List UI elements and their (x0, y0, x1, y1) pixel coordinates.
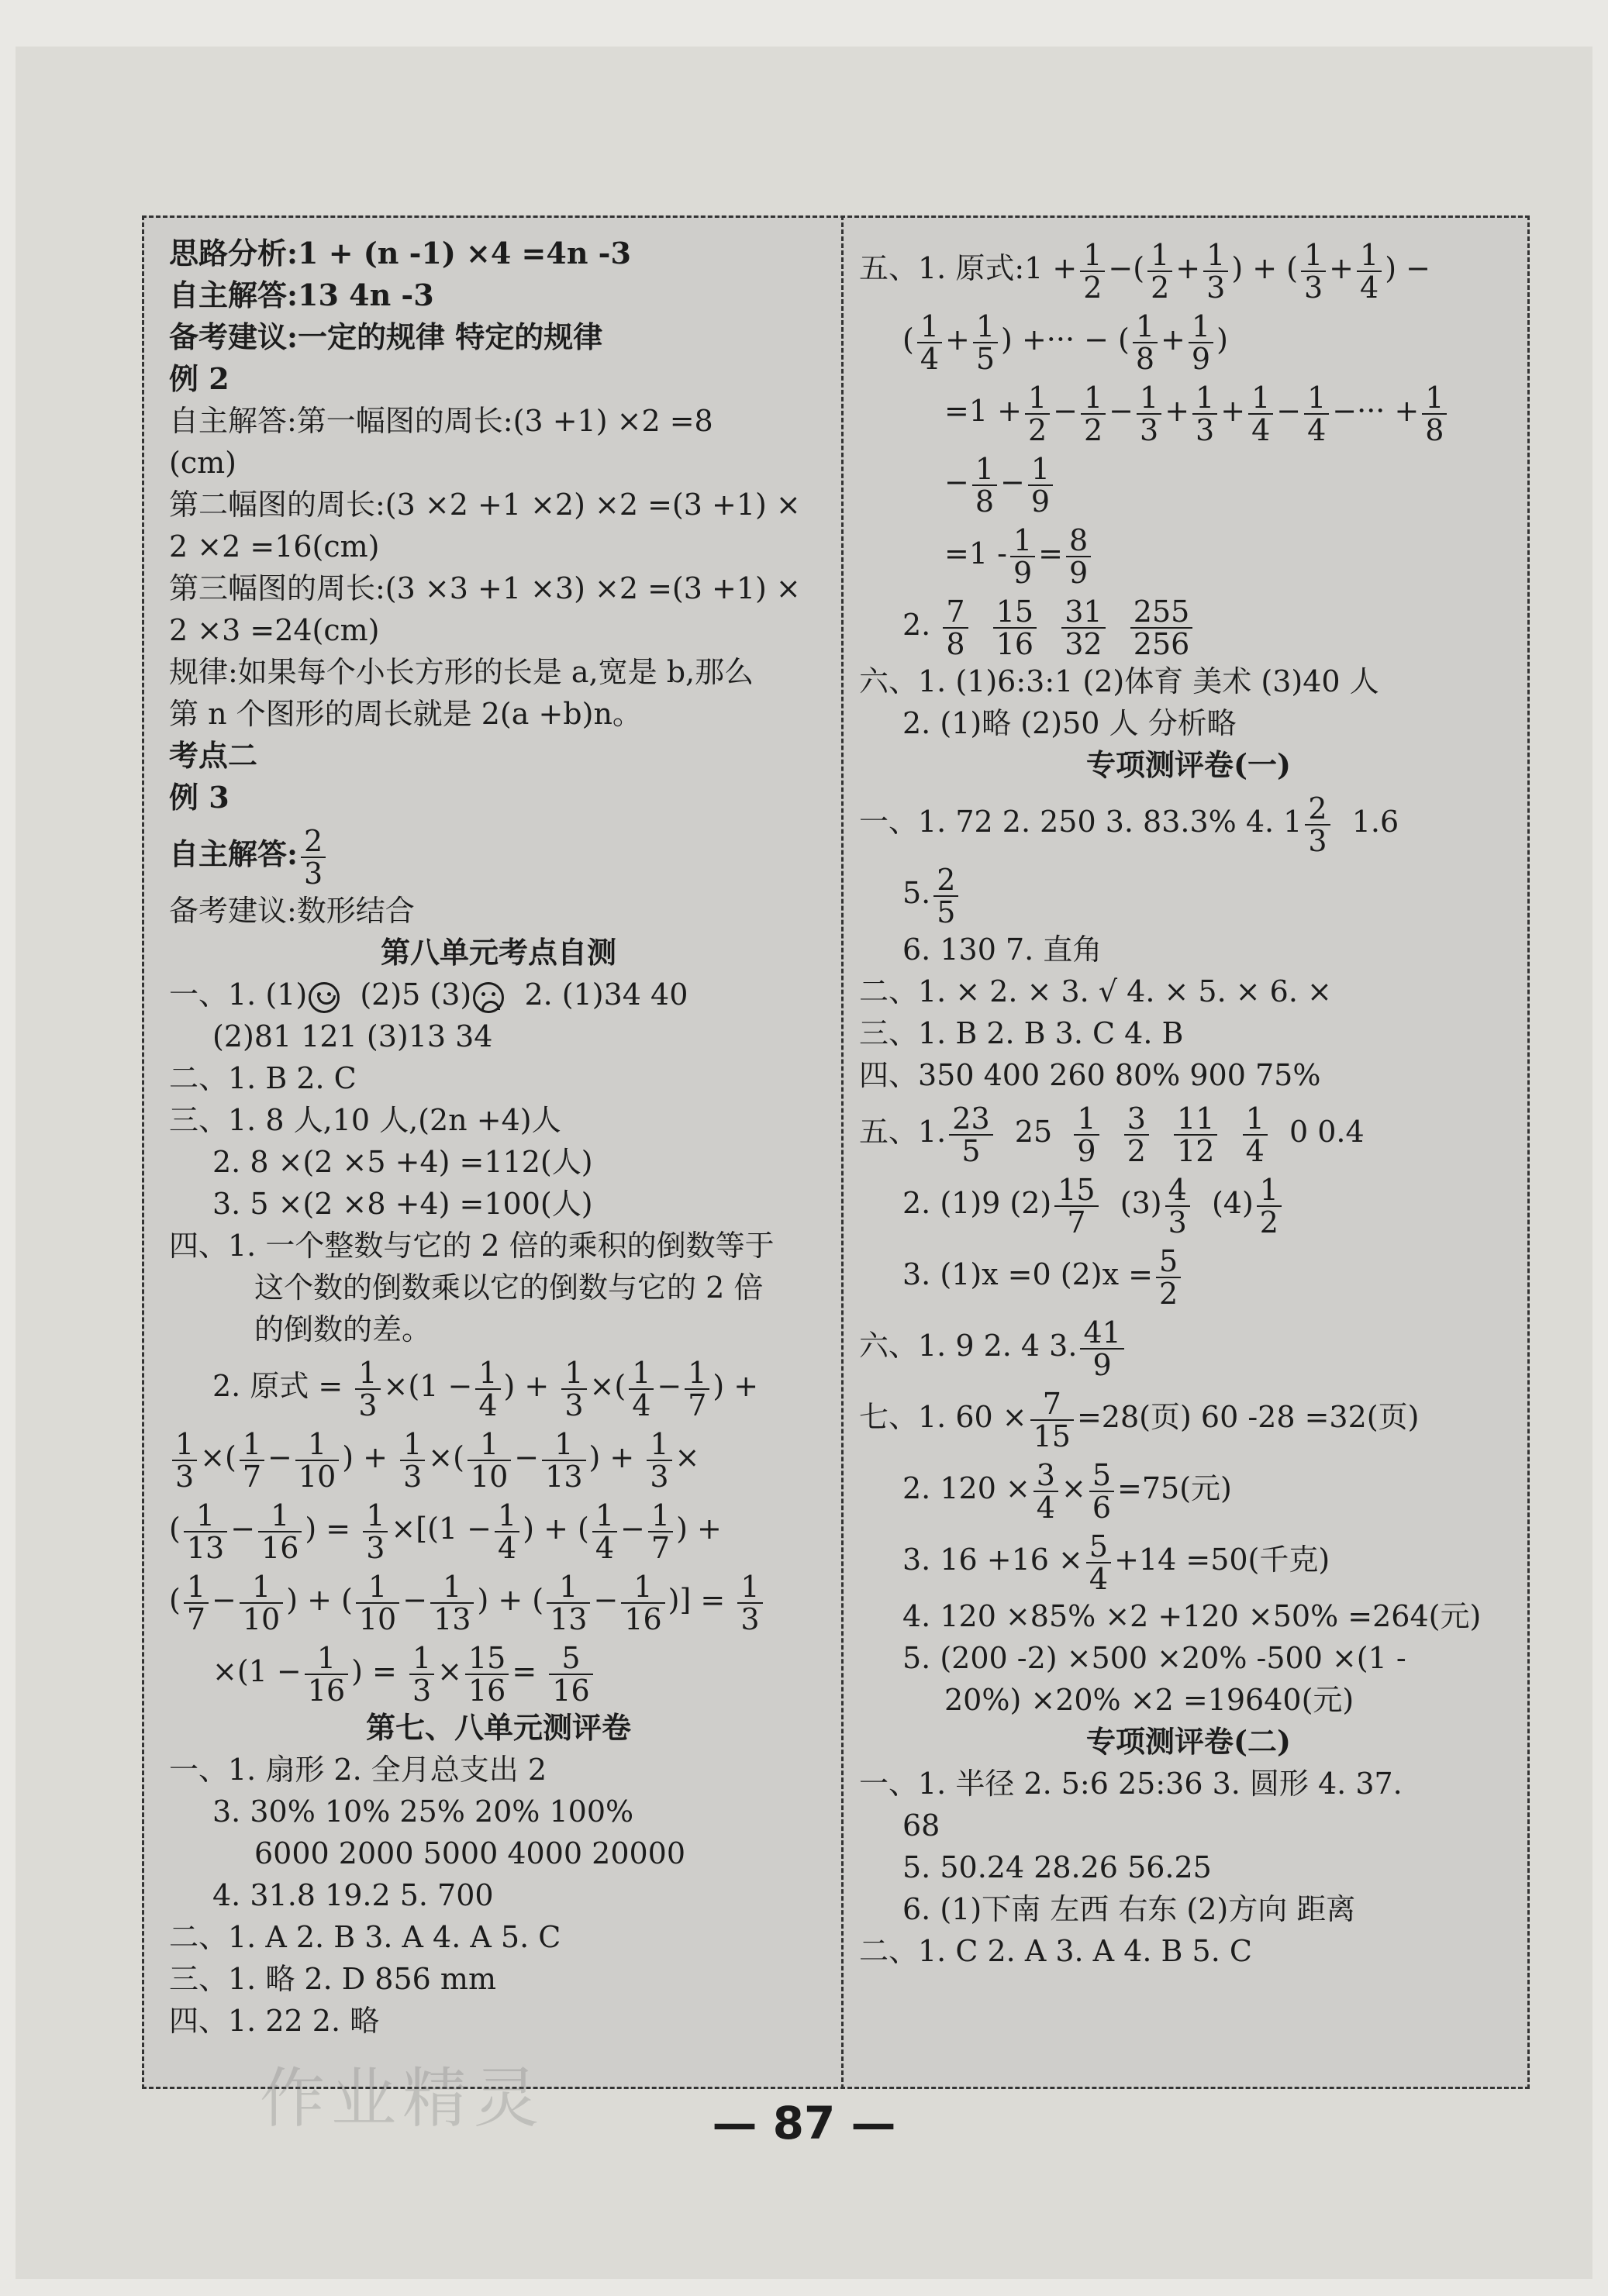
text-line: 一、1. 72 2. 250 3. 83.3% 4. 1 $\frac{2}{3}$ 1.6 (859, 791, 1399, 858)
text-line: 3. 16 +16 × $\frac{5}{4}$ +14 =50(千克) (902, 1529, 1330, 1596)
section-title: 专项测评卷(一) (1086, 747, 1291, 782)
text-line: 六、1. (1)6:3:1 (2)体育 美术 (3)40 人 (859, 664, 1379, 698)
text-line: 五、1. $\frac{23}{5}$ 25 $\frac{1}{9}$ $\frac{3}{2}$ $\frac{11}{12}$ $\frac{1}{4}$ 0 0.4 (859, 1101, 1365, 1168)
text-line: 这个数的倒数乘以它的倒数与它的 2 倍 (254, 1270, 764, 1305)
label: 自主解答: (169, 836, 298, 871)
section-title: 第七、八单元测评卷 (365, 1710, 631, 1745)
text-line: 二、1. B 2. C (169, 1061, 357, 1095)
text-line: 2. 8 ×(2 ×5 +4) =112(人) (212, 1145, 593, 1179)
text-line: 四、1. 22 2. 略 (169, 2004, 380, 2038)
text-line: 一、1. 半径 2. 5:6 25:36 3. 圆形 4. 37. (859, 1767, 1403, 1801)
text-line: 4. 31.8 19.2 5. 700 (212, 1878, 494, 1912)
text-line: 68 (902, 1808, 940, 1843)
text-line: $\frac{1}{3}$ ×( $\frac{1}{7}$ − $\frac{1}{10}$ ) + $\frac{1}{3}$ ×( $\frac{1}{10}$ − $\frac{1}{13}$ ) + $\frac{1}{3}$ × (169, 1422, 828, 1493)
smiley-face-icon (309, 982, 340, 1013)
text-line: 2 ×2 =16(cm) (169, 529, 380, 564)
text-line: 2 ×3 =24(cm) (169, 613, 380, 647)
text-line: 第 n 个图形的周长就是 2(a +b)n。 (169, 697, 642, 731)
text-line: 3. (1)x =0 (2)x = $\frac{5}{2}$ (859, 1239, 1518, 1310)
text-line (169, 819, 828, 890)
text-line: − $\frac{1}{8}$ − $\frac{1}{9}$ (859, 446, 1518, 518)
text-line: 6000 2000 5000 4000 20000 (254, 1836, 686, 1870)
text-line: 2. (1)9 (2) $\frac{15}{7}$ (3) $\frac{4}{3}$ (4) $\frac{1}{2}$ (859, 1167, 1518, 1239)
text-line: 6. 130 7. 直角 (902, 933, 1102, 967)
text-line: 2. 原式 = $\frac{1}{3}$ ×(1 − $\frac{1}{4}$ ) + $\frac{1}{3}$ ×( $\frac{1}{4}$ − $\frac{1}{7}$ ) + (212, 1355, 759, 1422)
text-line: 第三幅图的周长:(3 ×3 +1 ×3) ×2 =(3 +1) × (169, 571, 801, 605)
right-column (859, 233, 1518, 1972)
column-divider (841, 215, 844, 2089)
text-line: =1 - $\frac{1}{9}$ = $\frac{8}{9}$ (859, 518, 1518, 589)
text-line: 备考建议:数形结合 (169, 894, 415, 928)
text-line: 的倒数的差。 (254, 1312, 432, 1346)
fraction: $\frac{2}{3}$ (301, 826, 326, 889)
text-line: 5. (200 -2) ×500 ×20% -500 ×(1 - (902, 1641, 1406, 1675)
text-line: 2. 120 × $\frac{3}{4}$ × $\frac{5}{6}$ =75(元) (902, 1457, 1232, 1525)
text-line: 一、1. 扇形 2. 全月总支出 2 (169, 1753, 547, 1787)
watermark: 作业精灵 (260, 2060, 546, 2136)
text-line: 六、1. 9 2. 4 3. $\frac{41}{9}$ (859, 1310, 1518, 1381)
text-line: 二、1. C 2. A 3. A 4. B 5. C (859, 1934, 1252, 1968)
text-line: 例 3 (169, 780, 229, 815)
text-line: (2)81 121 (3)13 34 (212, 1019, 493, 1053)
text-line: (cm) (169, 446, 236, 480)
text-line: 例 2 (169, 361, 229, 396)
text-line: 二、1. × 2. × 3. √ 4. × 5. × 6. × (859, 974, 1332, 1008)
text-line: 6. (1)下南 左西 右东 (2)方向 距离 (902, 1892, 1356, 1926)
text-line: 3. 30% 10% 25% 20% 100% (212, 1794, 634, 1829)
text-line: 二、1. A 2. B 3. A 4. A 5. C (169, 1920, 561, 1954)
text-line: ×(1 − $\frac{1}{16}$ ) = $\frac{1}{3}$ × $\frac{15}{16}$ = $\frac{5}{16}$ (169, 1636, 828, 1707)
section-title: 专项测评卷(二) (1086, 1724, 1291, 1759)
section-heading: 考点二 (169, 738, 258, 773)
text-line: ( $\frac{1}{13}$ − $\frac{1}{16}$ ) = $\frac{1}{3}$ ×[(1 − $\frac{1}{4}$ ) + ( $\frac{1}{4}$ − $\frac{1}{7}$ ) + (169, 1498, 722, 1565)
text-line: 四、1. 一个整数与它的 2 倍的乘积的倒数等于 (169, 1229, 775, 1263)
text-line: 思路分析:1 + (n -1) ×4 =4n -3 (169, 236, 631, 271)
text-line: 自主解答:第一幅图的周长:(3 +1) ×2 =8 (169, 404, 713, 438)
text-line: 三、1. 略 2. D 856 mm (169, 1962, 496, 1996)
section-title: 第八单元考点自测 (380, 935, 616, 970)
text-line: 20%) ×20% ×2 =19640(元) (944, 1683, 1354, 1717)
text-line: ( $\frac{1}{7}$ − $\frac{1}{10}$ ) + ( $\frac{1}{10}$ − $\frac{1}{13}$ ) + ( $\frac{1}{13}$ − $\frac{1}{16}$ )] = $\frac{1}{3}$ (169, 1564, 828, 1636)
text-line: ( $\frac{1}{4}$ + $\frac{1}{5}$ ) +··· − ( $\frac{1}{8}$ + $\frac{1}{9}$ ) (902, 309, 1228, 376)
text-line: 5. 50.24 28.26 56.25 (902, 1850, 1212, 1884)
left-column (169, 233, 828, 2042)
text-line: =1 + $\frac{1}{2}$ − $\frac{1}{2}$ − $\frac{1}{3}$ + $\frac{1}{3}$ + $\frac{1}{4}$ − $\frac{1}{4}$ −··· + $\frac{1}{8}$ (859, 375, 1518, 446)
text-line: 2. $\frac{7}{8}$ $\frac{15}{16}$ $\frac{31}{32}$ $\frac{255}{256}$ (859, 589, 1518, 660)
text-line: 第二幅图的周长:(3 ×2 +1 ×2) ×2 =(3 +1) × (169, 488, 801, 522)
text-line: 自主解答:13 4n -3 (169, 278, 434, 312)
text-line: 5. $\frac{2}{5}$ (859, 857, 1518, 929)
page-number: — 87 — (712, 2097, 896, 2149)
text-line: 三、1. B 2. B 3. C 4. B (859, 1016, 1184, 1050)
text-line: 一、1. (1) (2)5 (3) 2. (1)34 40 (169, 977, 688, 1012)
text-line: 规律:如果每个小长方形的长是 a,宽是 b,那么 (169, 655, 754, 689)
text-line: 4. 120 ×85% ×2 +120 ×50% =264(元) (902, 1599, 1482, 1633)
text-line: 五、1. 原式:1 + $\frac{1}{2}$ −( $\frac{1}{2}$ + $\frac{1}{3}$ ) + ( $\frac{1}{3}$ + $\frac{1}{4}$ ) − (859, 237, 1430, 305)
text-line: 3. 5 ×(2 ×8 +4) =100(人) (212, 1187, 593, 1221)
text-line: 四、350 400 260 80% 900 75% (859, 1058, 1321, 1092)
text-line: 三、1. 8 人,10 人,(2n +4)人 (169, 1103, 561, 1137)
text-line: 备考建议:一定的规律 特定的规律 (169, 319, 603, 354)
text-line: 2. (1)略 (2)50 人 分析略 (902, 706, 1237, 740)
text-line: 七、1. 60 × $\frac{7}{15}$ =28(页) 60 -28 =32(页) (859, 1386, 1420, 1453)
sad-face-icon (473, 982, 504, 1013)
